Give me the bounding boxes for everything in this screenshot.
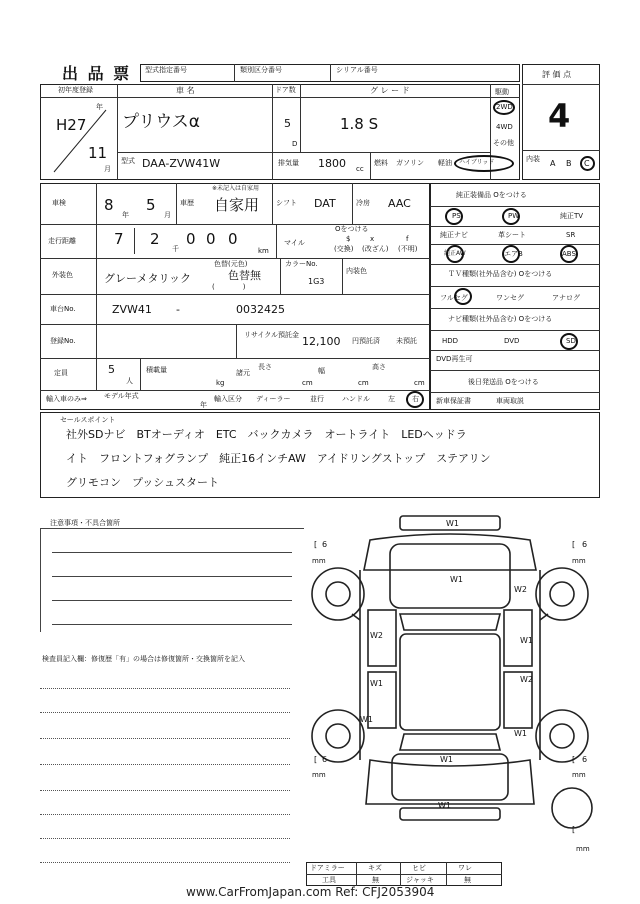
pw-circle <box>502 208 520 225</box>
model-year-label: モデル年式 <box>104 392 139 400</box>
spare-bracket: [ <box>572 825 576 834</box>
after-warranty: 新車保証書 <box>436 397 471 405</box>
color-no-label: カラーNo. <box>285 260 318 268</box>
fuel-label: 燃料 <box>374 159 388 167</box>
serial-label: シリアル番号 <box>336 66 378 74</box>
recycle-unit: 円預託済 <box>352 337 380 345</box>
odo-opt3-sub: (不明) <box>398 245 418 253</box>
navi-sd: SD <box>566 337 576 345</box>
cc-unit: cc <box>356 165 364 173</box>
drive-other: その他 <box>493 139 514 147</box>
mark-left-quarter: W1 <box>360 715 373 724</box>
history-value: 自家用 <box>214 196 260 214</box>
ps-circle <box>445 208 463 225</box>
cm-unit-1: cm <box>302 379 313 387</box>
year-unit: 年 <box>96 103 103 111</box>
equip-aw: 純正AW <box>444 250 466 257</box>
class-label: 類別区分番号 <box>240 66 282 74</box>
legend-break: ワレ <box>458 864 472 872</box>
person-unit: 人 <box>126 377 133 385</box>
drive-label: 駆動 <box>495 88 509 96</box>
equip-ps: PS <box>452 212 461 220</box>
chassis-dash: - <box>176 303 180 316</box>
tire-rl-bracket: [ <box>314 755 318 764</box>
grade-label: グ レ ー ド <box>370 86 410 95</box>
aw-circle <box>446 245 464 263</box>
sales-point-line-3: グリモコン プッシュスタート <box>66 476 220 489</box>
drive-4wd: 4WD <box>496 123 513 131</box>
tire-rl-value: 6 <box>322 755 328 764</box>
fuel-circle <box>454 155 514 172</box>
interior-c: C <box>584 159 590 168</box>
car-outline-svg <box>300 510 600 840</box>
chassis-model: ZVW41 <box>112 303 152 316</box>
displacement-value: 1800 <box>318 157 346 170</box>
tire-rr-mm: mm <box>572 771 586 779</box>
model-label: 型式 <box>121 157 135 165</box>
equip-tv: 純正TV <box>560 212 584 220</box>
after-title: 後日発送品 Oをつける <box>468 378 539 386</box>
capacity-label: 定員 <box>54 369 68 377</box>
tire-fr-mm: mm <box>572 557 586 565</box>
mileage-d5: 0 <box>228 230 238 248</box>
km-unit: km <box>258 247 269 255</box>
dealer-option: ディーラー <box>256 395 291 403</box>
displacement-label: 排気量 <box>278 159 299 167</box>
odo-opt1: $ <box>346 235 351 243</box>
color-no-value: 1G3 <box>308 277 325 286</box>
tire-rl-mm: mm <box>312 771 326 779</box>
shaken-year: 8 <box>104 196 114 214</box>
spare-mm: mm <box>576 845 590 853</box>
sd-circle <box>560 333 578 350</box>
tire-fl-value: 6 <box>322 540 328 549</box>
reg-label: 登録No. <box>50 337 76 345</box>
mark-right-rear-door: W2 <box>520 675 533 684</box>
caution-label: 注意事項・不具合箇所 <box>50 519 120 527</box>
fullseg-circle <box>454 288 472 305</box>
fuel-diesel: 軽油 <box>438 159 452 167</box>
mark-hood: W1 <box>450 575 463 584</box>
chassis-number: 0032425 <box>236 303 285 316</box>
tire-fl-mm: mm <box>312 557 326 565</box>
sales-point-line-2: イト フロントフォグランプ 純正16インチAW アイドリングストップ ステアリン <box>66 452 491 465</box>
tv-fullseg: フルセグ <box>440 294 468 302</box>
equip-airbag: エアB <box>504 250 523 258</box>
equip-abs: ABS <box>562 250 576 258</box>
length-label: 長さ <box>258 363 272 371</box>
height-label: 高さ <box>372 363 386 371</box>
ac-value: AAC <box>388 197 411 210</box>
odo-circle-note: Oをつける <box>335 225 369 233</box>
cm-unit-3: cm <box>414 379 425 387</box>
tv-analog: アナログ <box>552 294 580 302</box>
doors-value: 5 <box>284 117 291 130</box>
month-unit: 月 <box>104 165 111 173</box>
legend-scratch: キズ <box>368 864 382 872</box>
fuel-gasoline: ガソリン <box>396 159 424 167</box>
equip-pw: PW <box>508 212 520 220</box>
recycle-label: リサイクル預託金 <box>244 331 300 339</box>
mark-trunk: W1 <box>440 755 453 764</box>
thousand-unit: 千 <box>172 245 179 253</box>
legend-crack: ヒビ <box>412 864 426 872</box>
doors-label: ドア数 <box>275 86 296 94</box>
chassis-label: 車台No. <box>50 305 76 313</box>
inspection-block <box>40 183 430 410</box>
first-reg-label: 初年度登録 <box>58 86 93 94</box>
history-label: 車歴 <box>180 199 194 207</box>
caution-box <box>40 528 304 632</box>
mileage-d3: 0 <box>186 230 196 248</box>
parallel-option: 並行 <box>310 395 324 403</box>
tire-rr-bracket: [ <box>572 755 576 764</box>
mileage-d4: 0 <box>206 230 216 248</box>
first-reg-month: 11 <box>88 144 108 162</box>
equip-navi: 純正ナビ <box>440 231 468 239</box>
shaken-month-unit: 月 <box>164 211 171 219</box>
recycle-no: 未預託 <box>396 337 417 345</box>
handle-right-circle <box>406 391 424 408</box>
legend-mirror: ドアミラー <box>310 864 345 872</box>
tire-rr-value: 6 <box>582 755 588 764</box>
odo-opt3: f <box>406 235 409 243</box>
type-cert-label: 型式指定番号 <box>145 66 187 74</box>
tv-title: ＴＶ種類(社外品含む) Oをつける <box>448 270 553 278</box>
mark-front-bumper: W1 <box>446 519 459 528</box>
interior-b: B <box>566 159 572 168</box>
equip-sr: SR <box>566 231 576 239</box>
diagonal-slash <box>50 103 110 176</box>
mileage-d2: 2 <box>150 230 160 248</box>
airbag-circle <box>502 245 520 263</box>
door-suffix: D <box>292 140 298 148</box>
mark-right-fender: W2 <box>514 585 527 594</box>
tire-fl-bracket: [ <box>314 540 318 549</box>
tire-fr-value: 6 <box>582 540 588 549</box>
after-manual: 車両取説 <box>496 397 524 405</box>
car-name: プリウスα <box>122 112 201 132</box>
watermark: www.CarFromJapan.com Ref: CFJ2053904 <box>186 885 435 899</box>
sales-point-line-1: 社外SDナビ BTオーディオ ETC バックカメラ オートライト LEDヘッドラ <box>66 428 467 441</box>
width-label: 幅 <box>318 367 325 375</box>
mark-left-front-door: W2 <box>370 631 383 640</box>
legend-jack-value: 無 <box>464 876 471 884</box>
color-paren: ( ) <box>212 283 246 291</box>
grade-value: 1.8 S <box>340 115 379 133</box>
sales-points-label: セールスポイント <box>60 416 116 424</box>
import-label: 輸入車のみ⇒ <box>46 395 87 403</box>
navi-dvd: DVD <box>504 337 520 345</box>
inspector-label: 検査員記入欄：修復歴「有」の場合は修復箇所・交換箇所を記入 <box>42 655 245 663</box>
interior-color-label: 内装色 <box>346 267 367 275</box>
mile-label: マイル <box>284 239 305 247</box>
first-reg-year: H27 <box>56 116 87 134</box>
abs-circle <box>560 245 578 263</box>
size-label: 諸元 <box>236 369 250 377</box>
dvd-play: DVD再生可 <box>436 355 473 363</box>
color-label: 外装色 <box>52 271 73 279</box>
model-value: DAA-ZVW41W <box>142 157 221 170</box>
car-damage-diagram <box>300 510 600 840</box>
recycle-value: 12,100 <box>302 335 341 348</box>
color-orig-label: 色替(元色) <box>214 260 248 268</box>
shift-label: シフト <box>276 199 297 207</box>
navi-title: ナビ種類(社外品含む) Oをつける <box>448 315 553 323</box>
history-note: ※未記入は自家用 <box>212 185 260 192</box>
mark-left-rear-door: W1 <box>370 679 383 688</box>
kg-unit: kg <box>216 379 225 387</box>
legend-tools-value: 無 <box>372 876 379 884</box>
capacity-value: 5 <box>108 363 115 376</box>
mark-right-quarter: W1 <box>514 729 527 738</box>
drive-circle <box>493 100 515 115</box>
color-change-value: 色替無 <box>228 269 261 282</box>
drive-2wd: 2WD <box>496 103 513 111</box>
import-type-label: 輸入区分 <box>214 395 242 403</box>
ac-label: 冷房 <box>356 199 370 207</box>
shaken-year-unit: 年 <box>122 211 129 219</box>
odo-opt2-sub: (改ざん) <box>362 245 389 253</box>
model-year-unit: 年 <box>200 401 207 409</box>
handle-right: 右 <box>412 395 419 403</box>
score-label: 評 価 点 <box>542 70 572 79</box>
fuel-hybrid: ハイブリッド <box>459 159 495 166</box>
car-name-label: 車 名 <box>176 86 195 95</box>
score-value: 4 <box>548 97 571 135</box>
load-label: 積載量 <box>146 366 167 374</box>
mileage-d1: 7 <box>114 230 124 248</box>
shift-value: DAT <box>314 197 336 210</box>
form-title: 出 品 票 <box>62 64 132 83</box>
odo-opt2: x <box>370 235 375 243</box>
interior-c-circle <box>580 156 595 171</box>
interior-label: 内装 <box>526 155 540 163</box>
equip-leather: 革シート <box>498 231 526 239</box>
cm-unit-2: cm <box>358 379 369 387</box>
legend-tools: 工具 <box>322 876 336 884</box>
shaken-label: 車検 <box>52 199 66 207</box>
mark-rear-panel: W1 <box>438 801 451 810</box>
mileage-label: 走行距離 <box>48 237 76 245</box>
tv-oneseg: ワンセグ <box>496 294 524 302</box>
odo-opt1-sub: (交換) <box>334 245 354 253</box>
shaken-month: 5 <box>146 196 156 214</box>
legend-jack: ジャッキ <box>406 876 434 884</box>
color-value: グレーメタリック <box>104 272 192 285</box>
tire-fr-bracket: [ <box>572 540 576 549</box>
interior-a: A <box>550 159 556 168</box>
genuine-title: 純正装備品 Oをつける <box>456 191 527 199</box>
navi-hdd: HDD <box>442 337 459 345</box>
handle-label: ハンドル <box>342 395 370 403</box>
handle-left: 左 <box>388 395 395 403</box>
mark-right-front-door: W1 <box>520 636 533 645</box>
